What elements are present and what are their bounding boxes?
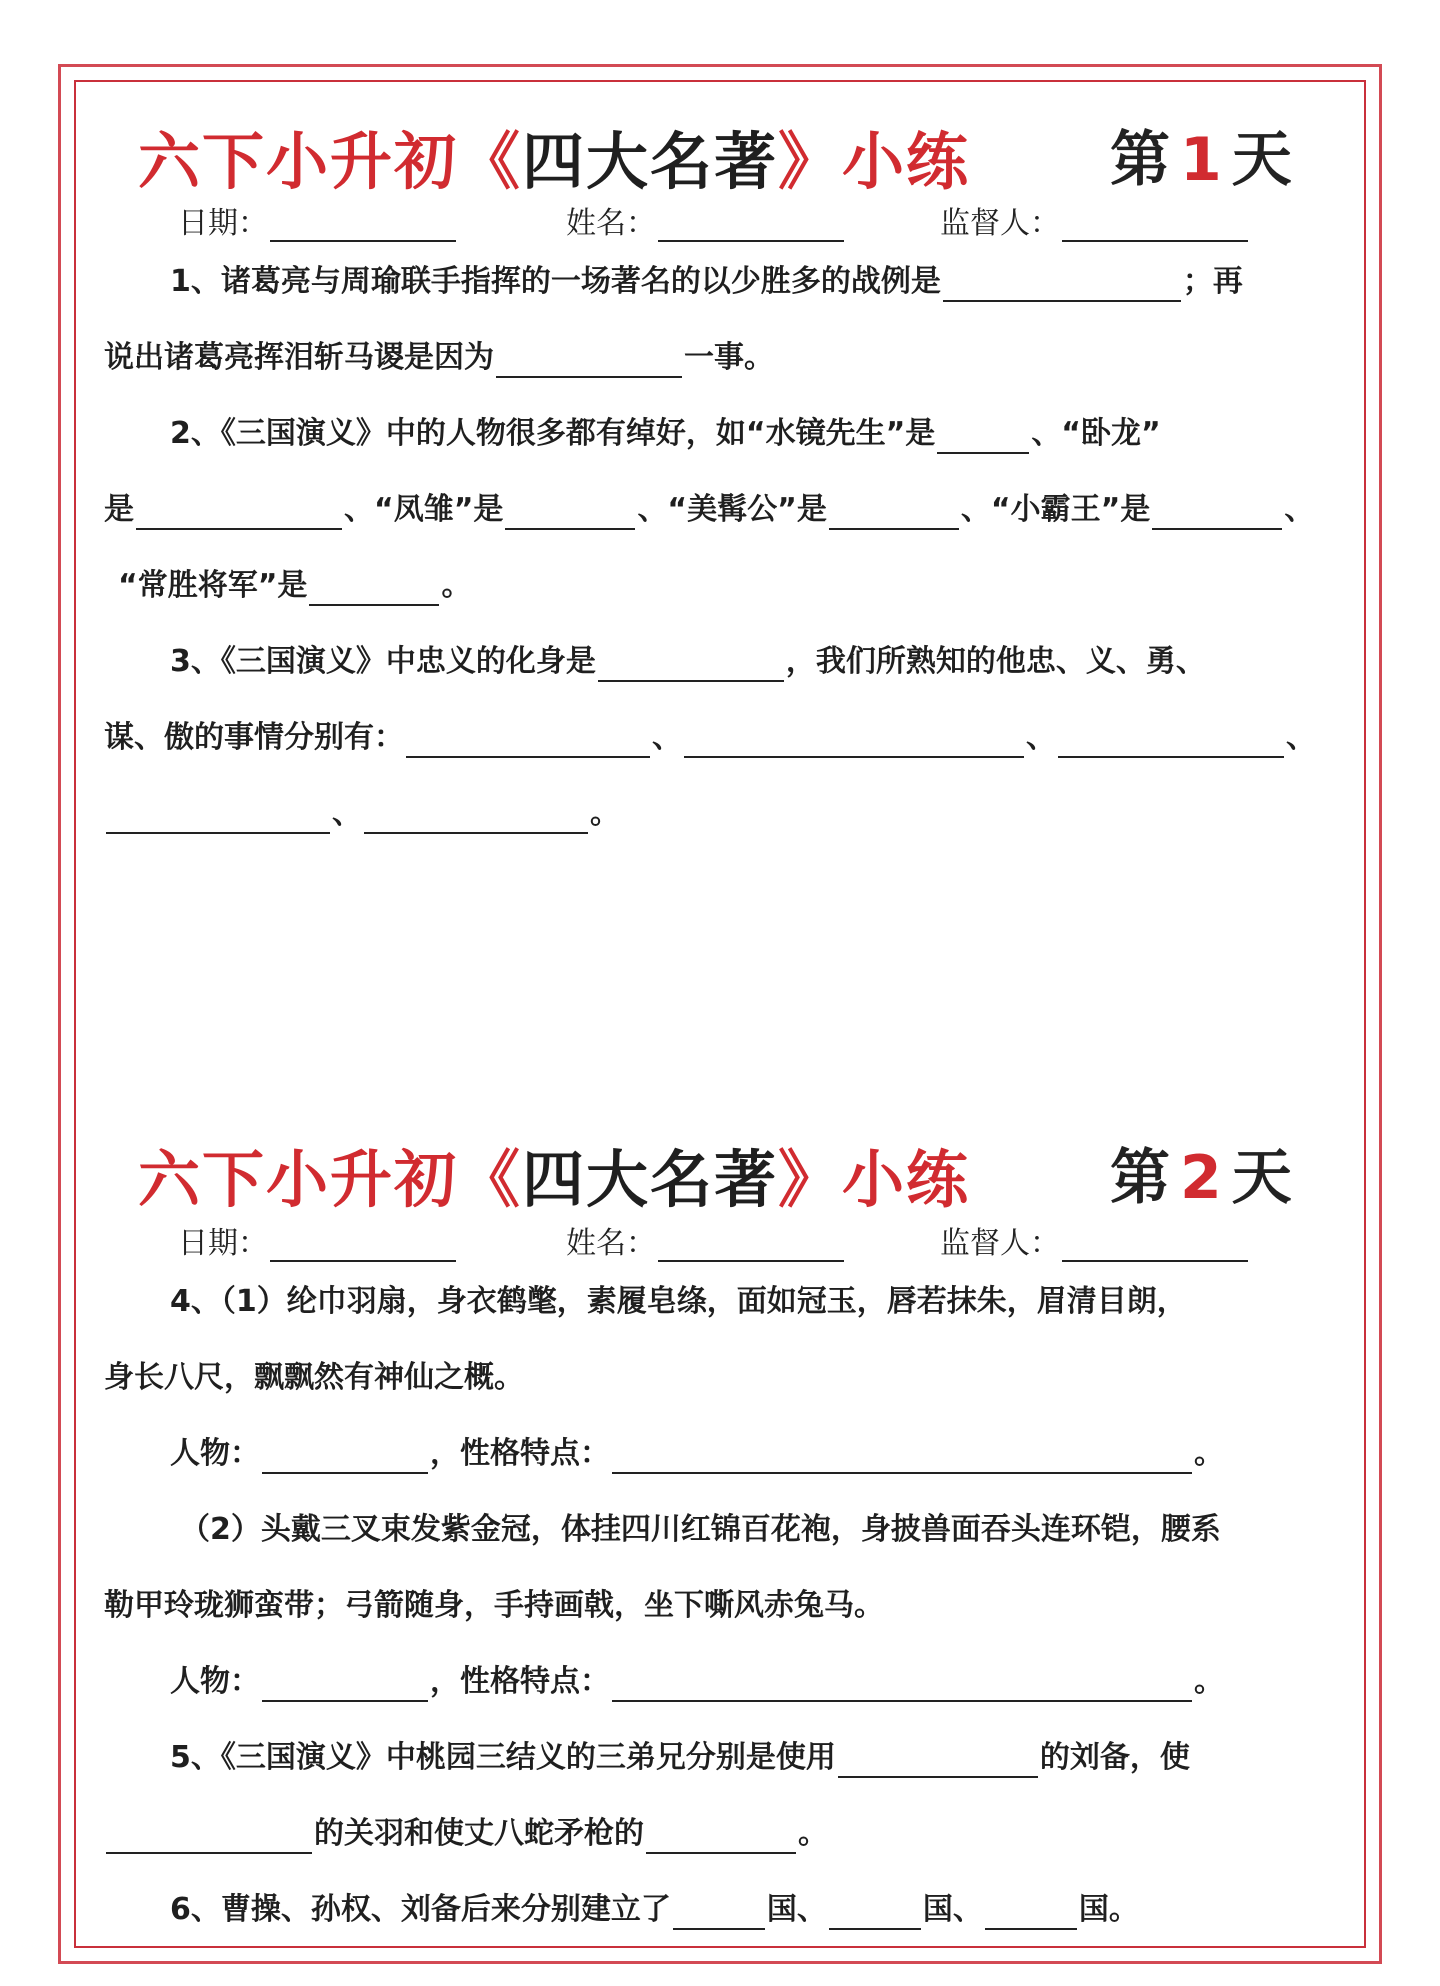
day2-date-label: 日期： — [178, 1226, 268, 1261]
q1-line2 — [104, 338, 1344, 378]
day2-name — [566, 1218, 846, 1262]
q4-2-text-2: 勒甲玲珑狮蛮带；弓箭随身，手持画戟，坐下嘶风赤兔马。 — [104, 1588, 884, 1623]
q2-text-changsheng: “常胜将军”是 — [118, 568, 308, 603]
q6-line — [104, 1890, 1410, 1930]
q4-2-line1 — [104, 1510, 1420, 1550]
q3-sep-2: 、 — [1026, 720, 1056, 755]
q5-blank-liubei[interactable] — [838, 1746, 1038, 1778]
q3-line2 — [104, 718, 1344, 758]
q3-blank-4[interactable] — [106, 802, 330, 834]
q6-blank-sun[interactable] — [829, 1898, 921, 1930]
q6-end: 国。 — [1078, 1892, 1139, 1927]
day1-day-pre: 第 — [1110, 125, 1170, 195]
day1-name — [566, 198, 846, 242]
q6-sep-1: 国、 — [766, 1892, 827, 1927]
q4-1-trait-label: ，性格特点： — [430, 1436, 610, 1471]
day2-day-post: 天 — [1231, 1143, 1292, 1213]
q6-text: 6、曹操、孙权、刘备后来分别建立了 — [170, 1892, 671, 1927]
q5-end: 。 — [798, 1816, 828, 1851]
q2-blank-wolong[interactable] — [136, 498, 342, 530]
q4-1-person-label: 人物： — [170, 1436, 260, 1471]
q5-blank-guanyu[interactable] — [106, 1822, 312, 1854]
q3-sep-4: 、 — [332, 796, 362, 831]
q4-2-person-label: 人物： — [170, 1664, 260, 1699]
q4-line2 — [104, 1358, 1344, 1398]
q2-blank-xiaobawang[interactable] — [1152, 498, 1282, 530]
day2-title-book: 四大名著 — [522, 1143, 779, 1216]
q4-line1 — [104, 1282, 1410, 1322]
q1-blank-event[interactable] — [496, 346, 682, 378]
day2-name-label: 姓名： — [566, 1226, 656, 1261]
q4-2-end: 。 — [1194, 1664, 1224, 1699]
q6-sep-2: 国、 — [922, 1892, 983, 1927]
day2-supervisor — [940, 1218, 1250, 1262]
day2-supervisor-label: 监督人： — [940, 1226, 1060, 1261]
day1-day-post: 天 — [1231, 125, 1292, 195]
q4-1-trait-blank[interactable] — [612, 1442, 1192, 1474]
q3-blank-1[interactable] — [406, 726, 650, 758]
q2-line3 — [104, 566, 1358, 606]
q2-text-xiaobawang: 、“小霸王”是 — [960, 492, 1151, 527]
q1-text-2: 说出诸葛亮挥泪斩马谡是因为 — [104, 340, 494, 375]
q3-sep-1: 、 — [652, 720, 682, 755]
q1-text-cont: ；再 — [1182, 264, 1243, 299]
day2-supervisor-blank[interactable] — [1062, 1230, 1248, 1262]
day1-title-book: 四大名著 — [522, 125, 779, 198]
q2-sep: 、 — [1284, 492, 1315, 527]
q2-line1 — [104, 414, 1410, 454]
day1-name-label: 姓名： — [566, 206, 656, 241]
day1-day-number: 1 — [1180, 125, 1222, 195]
q4-2-trait-label: ，性格特点： — [430, 1664, 610, 1699]
q4-2-answer-line — [104, 1662, 1410, 1702]
day1-title — [138, 112, 970, 201]
q6-blank-liu[interactable] — [985, 1898, 1077, 1930]
q3-blank-2[interactable] — [684, 726, 1024, 758]
q4-2-trait-blank[interactable] — [612, 1670, 1192, 1702]
q3-blank-5[interactable] — [364, 802, 588, 834]
q4-2-text-1: （2）头戴三叉束发紫金冠，体挂四川红锦百花袍，身披兽面吞头连环铠，腰系 — [180, 1512, 1221, 1547]
q5-text: 5、《三国演义》中桃园三结义的三弟兄分别是使用 — [170, 1740, 836, 1775]
day2-date-blank[interactable] — [270, 1230, 456, 1262]
day2-title-suffix: 》小练 — [778, 1143, 971, 1216]
q2-text: 2、《三国演义》中的人物很多都有绰好，如“水镜先生”是 — [170, 416, 936, 451]
day2-day-number: 2 — [1180, 1143, 1222, 1213]
q1-text: 1、诸葛亮与周瑜联手指挥的一场著名的以少胜多的战例是 — [170, 264, 941, 299]
q4-text-2: 身长八尺，飘飘然有神仙之概。 — [104, 1360, 524, 1395]
q5-text-2: 的关羽和使丈八蛇矛枪的 — [314, 1816, 644, 1851]
day1-title-prefix: 六下小升初《 — [138, 125, 523, 198]
q2-blank-shuijing[interactable] — [937, 422, 1029, 454]
q4-1-end: 。 — [1194, 1436, 1224, 1471]
day1-name-blank[interactable] — [658, 210, 844, 242]
q4-2-person-blank[interactable] — [262, 1670, 428, 1702]
q1-line1 — [104, 262, 1410, 302]
day2-title-prefix: 六下小升初《 — [138, 1143, 523, 1216]
q1-text-end: 一事。 — [684, 340, 774, 375]
q2-text-fengchu: 、“凤雏”是 — [344, 492, 504, 527]
q2-blank-fengchu[interactable] — [505, 498, 635, 530]
q4-1-person-blank[interactable] — [262, 1442, 428, 1474]
q5-blank-zhangfei[interactable] — [646, 1822, 796, 1854]
q2-end: 。 — [441, 568, 472, 603]
q4-1-answer-line — [104, 1434, 1410, 1474]
q3-blank-3[interactable] — [1058, 726, 1284, 758]
day2-date — [178, 1218, 458, 1262]
day2-name-blank[interactable] — [658, 1230, 844, 1262]
day2-title — [138, 1130, 970, 1219]
day1-supervisor-label: 监督人： — [940, 206, 1060, 241]
q3-line3 — [104, 794, 1344, 834]
q2-text-wolong: 、“卧龙” — [1031, 416, 1161, 451]
day1-date-label: 日期： — [178, 206, 268, 241]
q4-2-line2 — [104, 1586, 1344, 1626]
day1-date — [178, 198, 458, 242]
q2-line2 — [104, 490, 1344, 530]
q3-line1 — [104, 642, 1410, 682]
day1-date-blank[interactable] — [270, 210, 456, 242]
day1-title-suffix: 》小练 — [778, 125, 971, 198]
q4-text-1: 4、（1）纶巾羽扇，身衣鹤氅，素履皂绦，面如冠玉，唇若抹朱，眉清目朗， — [170, 1284, 1187, 1319]
q2-text-meiran: 、“美髯公”是 — [637, 492, 827, 527]
day2-day-label — [1110, 1130, 1292, 1216]
q3-text-2: 谋、傲的事情分别有： — [104, 720, 404, 755]
q3-end: 。 — [590, 796, 620, 831]
q5-line1 — [104, 1738, 1410, 1778]
q2-blank-changsheng[interactable] — [309, 574, 439, 606]
q5-line2 — [104, 1814, 1344, 1854]
q3-text-cont: ，我们所熟知的他忠、义、勇、 — [785, 644, 1206, 679]
q3-sep-3: 、 — [1286, 720, 1316, 755]
q6-blank-cao[interactable] — [673, 1898, 765, 1930]
q5-text-cont: 的刘备，使 — [1039, 1740, 1190, 1775]
q2-blank-meiran[interactable] — [829, 498, 959, 530]
q1-blank-battle[interactable] — [943, 270, 1181, 302]
day2-day-pre: 第 — [1110, 1143, 1170, 1213]
day1-day-label — [1110, 112, 1292, 198]
day1-supervisor — [940, 198, 1250, 242]
q2-text-is: 是 — [104, 492, 134, 527]
q3-blank-person[interactable] — [598, 650, 784, 682]
day1-supervisor-blank[interactable] — [1062, 210, 1248, 242]
q3-text: 3、《三国演义》中忠义的化身是 — [170, 644, 596, 679]
